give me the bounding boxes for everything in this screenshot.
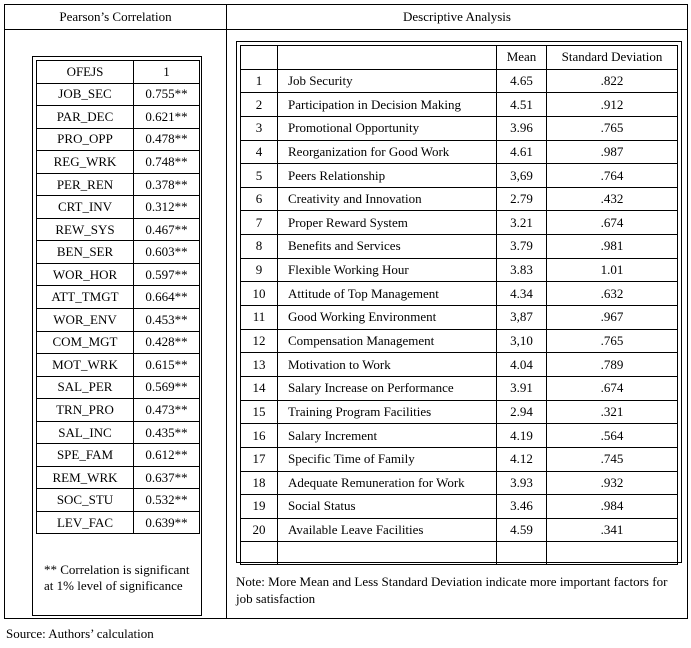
factor-name: Reorganization for Good Work (278, 140, 497, 164)
factor-name: Adequate Remuneration for Work (278, 471, 497, 495)
descriptive-row (241, 211, 678, 235)
factor-number: 18 (241, 471, 278, 495)
factor-standard-deviation: .432 (547, 187, 678, 211)
factor-mean: 3.21 (497, 211, 547, 235)
correlation-box (32, 56, 202, 616)
correlation-row (37, 421, 200, 444)
correlation-coefficient: 0.435** (134, 421, 200, 444)
correlation-head-variable: OFEJS (37, 61, 134, 84)
descriptive-analysis-header: Descriptive Analysis (403, 9, 511, 24)
correlation-coefficient: 0.597** (134, 263, 200, 286)
factor-number: 11 (241, 306, 278, 330)
factor-standard-deviation: .967 (547, 306, 678, 330)
correlation-row (37, 151, 200, 174)
correlation-variable: JOB_SEC (37, 83, 134, 106)
descriptive-row (241, 495, 678, 519)
correlation-coefficient: 0.467** (134, 218, 200, 241)
factor-mean: 3,87 (497, 306, 547, 330)
descriptive-row (241, 93, 678, 117)
correlation-variable: PER_REN (37, 173, 134, 196)
factor-number: 20 (241, 518, 278, 542)
factor-name: Flexible Working Hour (278, 258, 497, 282)
correlation-coefficient: 0.637** (134, 466, 200, 489)
descriptive-row (241, 376, 678, 400)
factor-mean: 2.79 (497, 187, 547, 211)
correlation-variable: PRO_OPP (37, 128, 134, 151)
correlation-coefficient: 0.603** (134, 241, 200, 264)
descriptive-row (241, 424, 678, 448)
descriptive-box (236, 41, 682, 563)
correlation-coefficient: 0.473** (134, 399, 200, 422)
header-divider (5, 29, 687, 30)
factor-number: 8 (241, 235, 278, 259)
descriptive-row (241, 164, 678, 188)
factor-standard-deviation: .981 (547, 235, 678, 259)
descriptive-row (241, 187, 678, 211)
correlation-variable: ATT_TMGT (37, 286, 134, 309)
factor-number: 3 (241, 116, 278, 140)
descriptive-note: Note: More Mean and Less Standard Deviation indicate more important factors for job satisfaction (236, 574, 668, 606)
factor-number: 19 (241, 495, 278, 519)
factor-number: 16 (241, 424, 278, 448)
descriptive-row (241, 518, 678, 542)
factor-name: Salary Increment (278, 424, 497, 448)
factor-name: Social Status (278, 495, 497, 519)
correlation-variable: BEN_SER (37, 241, 134, 264)
factor-name: Participation in Decision Making (278, 93, 497, 117)
factor-standard-deviation: .674 (547, 376, 678, 400)
factor-standard-deviation: .321 (547, 400, 678, 424)
correlation-coefficient: 0.569** (134, 376, 200, 399)
correlation-variable: REM_WRK (37, 466, 134, 489)
correlation-variable: MOT_WRK (37, 354, 134, 377)
factor-standard-deviation: .341 (547, 518, 678, 542)
correlation-coefficient: 0.478** (134, 128, 200, 151)
correlation-variable: WOR_ENV (37, 309, 134, 332)
correlation-row (37, 263, 200, 286)
descriptive-row (241, 140, 678, 164)
correlation-row (37, 196, 200, 219)
descriptive-row (241, 306, 678, 330)
factor-standard-deviation: .765 (547, 329, 678, 353)
correlation-variable: REG_WRK (37, 151, 134, 174)
factor-standard-deviation: .745 (547, 447, 678, 471)
factor-mean: 3.93 (497, 471, 547, 495)
correlation-coefficient: 0.378** (134, 173, 200, 196)
column-divider (226, 5, 227, 618)
correlation-significance-note: ** Correlation is significant at 1% level of significance (44, 562, 190, 593)
factor-number: 13 (241, 353, 278, 377)
head-standard-deviation: Standard Deviation (547, 46, 678, 70)
factor-standard-deviation: .564 (547, 424, 678, 448)
correlation-row (37, 489, 200, 512)
correlation-variable: SPE_FAM (37, 444, 134, 467)
factor-number: 15 (241, 400, 278, 424)
head-factor (278, 46, 497, 70)
factor-standard-deviation: .764 (547, 164, 678, 188)
factor-standard-deviation: .822 (547, 69, 678, 93)
correlation-coefficient: 0.664** (134, 286, 200, 309)
factor-standard-deviation: .987 (547, 140, 678, 164)
correlation-row (37, 444, 200, 467)
correlation-row (37, 376, 200, 399)
descriptive-head-row (241, 46, 678, 70)
correlation-variable: SOC_STU (37, 489, 134, 512)
factor-name: Salary Increase on Performance (278, 376, 497, 400)
factor-name: Compensation Management (278, 329, 497, 353)
head-mean: Mean (497, 46, 547, 70)
correlation-variable: TRN_PRO (37, 399, 134, 422)
results-table-frame (4, 4, 688, 619)
correlation-head-value: 1 (134, 61, 200, 84)
correlation-coefficient: 0.615** (134, 354, 200, 377)
descriptive-table (240, 45, 678, 565)
factor-name: Promotional Opportunity (278, 116, 497, 140)
factor-name: Training Program Facilities (278, 400, 497, 424)
correlation-coefficient: 0.621** (134, 106, 200, 129)
factor-number: 17 (241, 447, 278, 471)
factor-number: 12 (241, 329, 278, 353)
descriptive-row (241, 471, 678, 495)
correlation-row (37, 309, 200, 332)
descriptive-row (241, 235, 678, 259)
correlation-row (37, 399, 200, 422)
factor-mean: 3.83 (497, 258, 547, 282)
correlation-variable: WOR_HOR (37, 263, 134, 286)
factor-number: 6 (241, 187, 278, 211)
correlation-row (37, 128, 200, 151)
descriptive-row (241, 353, 678, 377)
factor-name: Job Security (278, 69, 497, 93)
factor-mean: 3,69 (497, 164, 547, 188)
correlation-coefficient: 0.532** (134, 489, 200, 512)
factor-number: 4 (241, 140, 278, 164)
factor-number: 9 (241, 258, 278, 282)
factor-mean: 4.34 (497, 282, 547, 306)
factor-mean: 4.04 (497, 353, 547, 377)
correlation-row (37, 286, 200, 309)
correlation-variable: SAL_INC (37, 421, 134, 444)
factor-name: Motivation to Work (278, 353, 497, 377)
correlation-row (37, 241, 200, 264)
descriptive-row (241, 69, 678, 93)
factor-standard-deviation: .912 (547, 93, 678, 117)
factor-number: 14 (241, 376, 278, 400)
correlation-row (37, 106, 200, 129)
correlation-variable: COM_MGT (37, 331, 134, 354)
correlation-coefficient: 0.639** (134, 511, 200, 534)
descriptive-row (241, 282, 678, 306)
source-caption: Source: Authors’ calculation (6, 626, 154, 641)
correlation-row (37, 173, 200, 196)
descriptive-empty-row (241, 542, 678, 565)
factor-mean: 3.79 (497, 235, 547, 259)
correlation-variable: PAR_DEC (37, 106, 134, 129)
correlation-coefficient: 0.755** (134, 83, 200, 106)
correlation-coefficient: 0.428** (134, 331, 200, 354)
correlation-coefficient: 0.612** (134, 444, 200, 467)
factor-name: Available Leave Facilities (278, 518, 497, 542)
factor-standard-deviation: .932 (547, 471, 678, 495)
factor-mean: 4.65 (497, 69, 547, 93)
factor-standard-deviation: .984 (547, 495, 678, 519)
factor-number: 5 (241, 164, 278, 188)
factor-standard-deviation: .632 (547, 282, 678, 306)
correlation-coefficient: 0.453** (134, 309, 200, 332)
correlation-head-row (37, 61, 200, 84)
factor-number: 10 (241, 282, 278, 306)
factor-mean: 4.19 (497, 424, 547, 448)
correlation-coefficient: 0.312** (134, 196, 200, 219)
correlation-row (37, 218, 200, 241)
factor-mean: 3.46 (497, 495, 547, 519)
factor-name: Creativity and Innovation (278, 187, 497, 211)
factor-mean: 4.12 (497, 447, 547, 471)
descriptive-row (241, 116, 678, 140)
correlation-variable: REW_SYS (37, 218, 134, 241)
factor-standard-deviation: 1.01 (547, 258, 678, 282)
factor-standard-deviation: .789 (547, 353, 678, 377)
correlation-row (37, 354, 200, 377)
correlation-coefficient: 0.748** (134, 151, 200, 174)
factor-name: Specific Time of Family (278, 447, 497, 471)
correlation-row (37, 83, 200, 106)
empty-cell (547, 542, 678, 565)
correlation-row (37, 466, 200, 489)
factor-mean: 3.96 (497, 116, 547, 140)
factor-standard-deviation: .765 (547, 116, 678, 140)
correlation-variable: SAL_PER (37, 376, 134, 399)
empty-cell (241, 542, 278, 565)
descriptive-row (241, 329, 678, 353)
pearson-correlation-header: Pearson’s Correlation (59, 9, 172, 24)
factor-name: Attitude of Top Management (278, 282, 497, 306)
empty-cell (278, 542, 497, 565)
correlation-row (37, 331, 200, 354)
correlation-variable: LEV_FAC (37, 511, 134, 534)
factor-mean: 4.59 (497, 518, 547, 542)
factor-name: Good Working Environment (278, 306, 497, 330)
factor-name: Peers Relationship (278, 164, 497, 188)
correlation-variable: CRT_INV (37, 196, 134, 219)
descriptive-row (241, 447, 678, 471)
factor-mean: 3,10 (497, 329, 547, 353)
factor-name: Proper Reward System (278, 211, 497, 235)
factor-name: Benefits and Services (278, 235, 497, 259)
factor-standard-deviation: .674 (547, 211, 678, 235)
descriptive-row (241, 400, 678, 424)
factor-mean: 4.51 (497, 93, 547, 117)
factor-number: 1 (241, 69, 278, 93)
factor-mean: 4.61 (497, 140, 547, 164)
factor-number: 7 (241, 211, 278, 235)
factor-mean: 2.94 (497, 400, 547, 424)
descriptive-row (241, 258, 678, 282)
correlation-row (37, 511, 200, 534)
correlation-table (36, 60, 200, 534)
head-number (241, 46, 278, 70)
empty-cell (497, 542, 547, 565)
factor-number: 2 (241, 93, 278, 117)
factor-mean: 3.91 (497, 376, 547, 400)
